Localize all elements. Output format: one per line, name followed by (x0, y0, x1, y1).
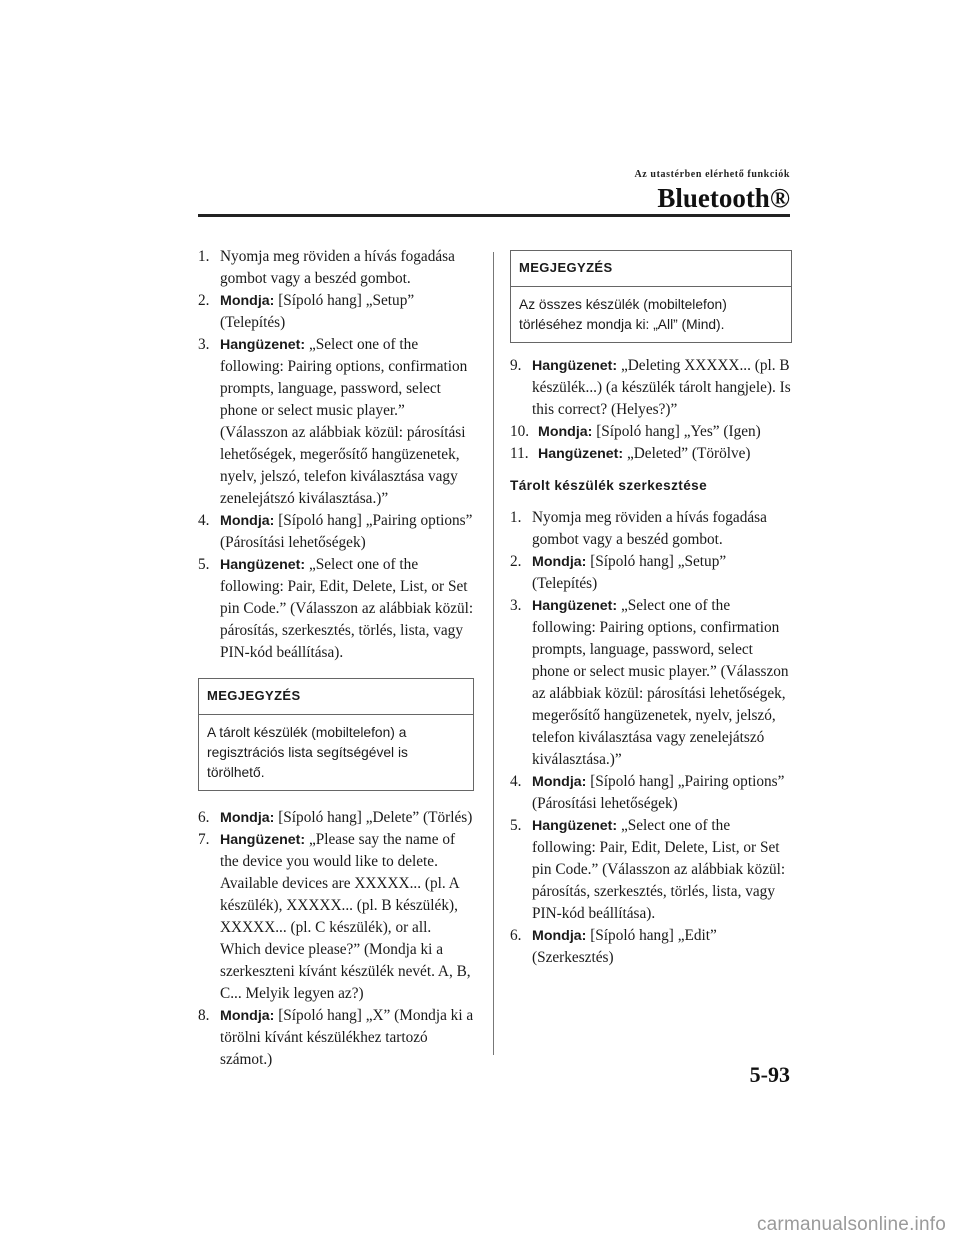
step-number: 11. (510, 445, 529, 462)
list-item (198, 554, 474, 664)
list-item (510, 815, 792, 925)
note-title: MEGJEGYZÉS (511, 251, 791, 287)
column-divider (493, 252, 494, 1055)
step-number: 7. (198, 831, 210, 848)
list-item (510, 771, 792, 815)
step-text: [Sípoló hang] „Setup” (Telepítés) (532, 553, 727, 592)
steps-list (510, 355, 792, 465)
steps-list (510, 507, 792, 969)
note-box (198, 678, 474, 791)
step-text: [Sípoló hang] „Pairing options” (Párosítási lehetőségek) (532, 773, 785, 812)
step-number: 1. (198, 248, 210, 265)
step-text: „Deleted” (Törölve) (623, 445, 751, 462)
step-label: Hangüzenet: (532, 818, 618, 834)
list-item (510, 355, 792, 421)
right-column (510, 250, 792, 969)
step-label: Mondja: (532, 554, 587, 570)
list-item (198, 334, 474, 510)
step-text: [Sípoló hang] „Edit” (Szerkesztés) (532, 927, 717, 966)
step-number: 4. (198, 512, 210, 529)
step-label: Mondja: (220, 513, 275, 529)
step-number: 10. (510, 423, 530, 440)
list-item (198, 807, 474, 829)
steps-list (198, 807, 474, 1071)
list-item (198, 829, 474, 1005)
step-label: Mondja: (538, 424, 593, 440)
step-number: 2. (510, 553, 522, 570)
list-item (510, 443, 792, 465)
step-number: 4. (510, 773, 522, 790)
note-box (510, 250, 792, 343)
step-number: 6. (198, 809, 210, 826)
list-item (510, 421, 792, 443)
list-item (198, 510, 474, 554)
step-label: Hangüzenet: (220, 832, 306, 848)
note-body: A tárolt készülék (mobiltelefon) a regisztrációs lista segítségével is törölhető. (207, 725, 408, 780)
page-number: 5-93 (749, 1062, 790, 1087)
list-item (198, 290, 474, 334)
list-item (510, 551, 792, 595)
step-label: Hangüzenet: (220, 337, 306, 353)
step-text: „Select one of the following: Pair, Edit, Delete, List, or Set pin Code.” (Válasszon az alábbiak közül: párosítás, szerkesztés, törlés, lista, vagy PIN-kód beállítása). (532, 817, 786, 922)
step-number: 2. (198, 292, 210, 309)
header-rule (198, 214, 790, 217)
list-item (510, 925, 792, 969)
step-number: 6. (510, 927, 522, 944)
step-label: Mondja: (532, 928, 587, 944)
list-item (510, 507, 792, 551)
step-text: Nyomja meg röviden a hívás fogadása gombot vagy a beszéd gombot. (220, 248, 455, 287)
step-number: 8. (198, 1007, 210, 1024)
step-label: Mondja: (220, 810, 275, 826)
step-label: Mondja: (220, 1008, 275, 1024)
list-item (198, 246, 474, 290)
step-text: [Sípoló hang] „Yes” (Igen) (592, 423, 761, 440)
section-name: Az utastérben elérhető funkciók (634, 169, 790, 180)
list-item (510, 595, 792, 771)
step-text: [Sípoló hang] „X” (Mondja ki a törölni kívánt készülékhez tartozó számot.) (220, 1007, 474, 1068)
step-text: [Sípoló hang] „Pairing options” (Párosítási lehetőségek) (220, 512, 473, 551)
step-label: Hangüzenet: (220, 557, 306, 573)
step-number: 3. (510, 597, 522, 614)
step-text: „Please say the name of the device you would like to delete. Available devices are XXXXX... (pl. A készülék), XXXXX... (pl. B készülék), XXXXX... (pl. C készülék), or all. Which device please?” (Mondja ki a szerkeszteni kívánt készülék nevét. A, B, C... Melyik legyen az?) (220, 831, 471, 1002)
step-text: „Select one of the following: Pair, Edit, Delete, List, or Set pin Code.” (Válasszon az alábbiak közül: párosítás, szerkesztés, törlés, lista, vagy PIN-kód beállítása). (220, 556, 474, 661)
step-text: „Select one of the following: Pairing options, confirmation prompts, language, password, select phone or select music player.” (Válasszon az alábbiak közül: párosítási lehetőségek, megerősítő hangüzenetek, nyelv, jelszó, telefon kiválasztása vagy zenelejátszó kiválasztása.)” (220, 336, 468, 507)
page-title: Bluetooth® (657, 183, 790, 213)
list-item (198, 1005, 474, 1071)
left-column (198, 246, 474, 1071)
step-label: Hangüzenet: (532, 358, 618, 374)
step-text: „Select one of the following: Pairing options, confirmation prompts, language, password, select phone or select music player.” (Válasszon az alábbiak közül: párosítási lehetőségek, megerősítő hangüzenetek, nyelv, jelszó, telefon kiválasztása vagy zenelejátszó kiválasztása.)” (532, 597, 789, 768)
watermark-link[interactable]: carmanualsonline.info (756, 1214, 946, 1235)
step-text: [Sípoló hang] „Delete” (Törlés) (274, 809, 473, 826)
step-label: Hangüzenet: (532, 598, 618, 614)
step-number: 1. (510, 509, 522, 526)
step-label: Mondja: (532, 774, 587, 790)
step-label: Mondja: (220, 293, 275, 309)
step-number: 9. (510, 357, 522, 374)
step-number: 5. (510, 817, 522, 834)
step-text: „Deleting XXXXX... (pl. B készülék...) (a készülék tárolt hangjele). Is this correct? (Helyes?)” (532, 357, 791, 418)
note-title: MEGJEGYZÉS (199, 679, 473, 715)
step-text: Nyomja meg röviden a hívás fogadása gombot vagy a beszéd gombot. (532, 509, 767, 548)
step-number: 5. (198, 556, 210, 573)
step-number: 3. (198, 336, 210, 353)
section-heading: Tárolt készülék szerkesztése (510, 478, 708, 493)
step-text: [Sípoló hang] „Setup” (Telepítés) (220, 292, 415, 331)
steps-list (198, 246, 474, 664)
step-label: Hangüzenet: (538, 446, 624, 462)
note-body: Az összes készülék (mobiltelefon) törléséhez mondja ki: „All” (Mind). (519, 297, 727, 332)
